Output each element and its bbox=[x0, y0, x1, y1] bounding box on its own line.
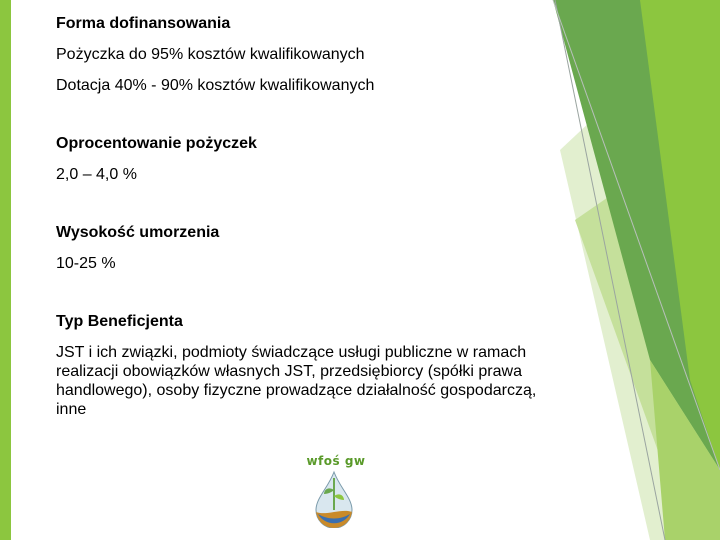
main-content bbox=[56, 14, 556, 419]
left-green-bar bbox=[0, 0, 11, 540]
wfosgw-logo bbox=[300, 452, 368, 532]
interest-value: 2,0 – 4,0 % bbox=[56, 166, 137, 183]
logo-text: wfoś gw bbox=[306, 454, 366, 468]
beneficiary-heading: Typ Beneficjenta bbox=[56, 313, 183, 330]
interest-heading: Oprocentowanie pożyczek bbox=[56, 135, 257, 152]
remission-heading: Wysokość umorzenia bbox=[56, 224, 220, 241]
beneficiary-text: JST i ich związki, podmioty świadczące usługi publiczne w ramach realizacji obowiązków własnych JST, przedsiębiorcy (spółki prawa handlowego), osoby fizyczne prowadzące działalność gospodarczą, inne bbox=[56, 344, 537, 418]
loan-line: Pożyczka do 95% kosztów kwalifikowanych bbox=[56, 46, 365, 63]
remission-value: 10-25 % bbox=[56, 255, 116, 272]
water-drop-icon bbox=[312, 470, 356, 528]
grant-line: Dotacja 40% - 90% kosztów kwalifikowanych bbox=[56, 77, 375, 94]
financing-form-heading: Forma dofinansowania bbox=[56, 15, 231, 32]
